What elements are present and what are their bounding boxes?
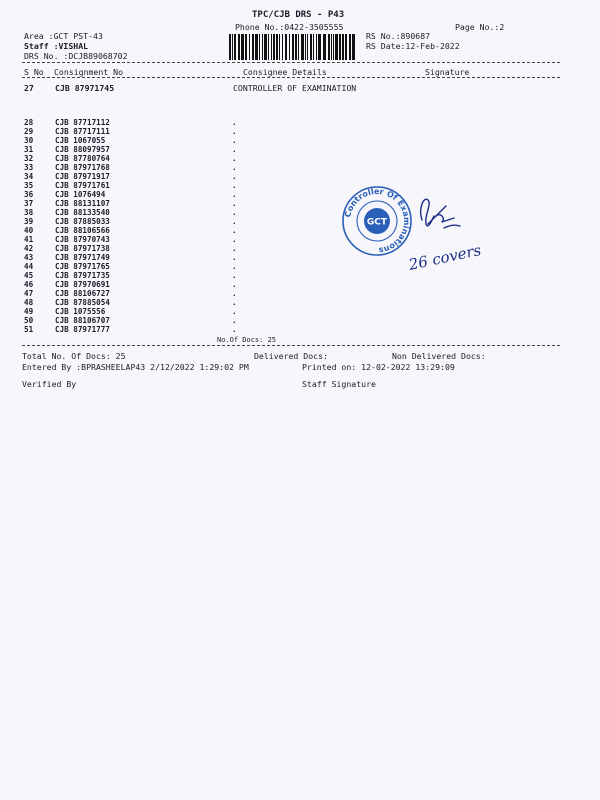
row-dot: . [232,154,237,163]
row-sno: 33 [24,163,34,172]
row-dot: . [232,127,237,136]
first-row-consignee: CONTROLLER OF EXAMINATION [233,83,357,93]
row-dot: . [232,163,237,172]
table-row [24,262,244,271]
row-sno: 30 [24,136,34,145]
row-dot: . [232,289,237,298]
barcode-bar [245,34,247,60]
row-dot: . [232,190,237,199]
barcode-bar [345,34,347,60]
barcode-bar [289,34,290,60]
table-row [24,280,244,289]
table-row [24,289,244,298]
barcode-bar [352,34,355,60]
row-sno: 40 [24,226,34,235]
barcode-bar [271,34,272,60]
row-consignment: CJB 87971749 [55,253,110,262]
total-docs: Total No. Of Docs: 25 [22,351,126,361]
barcode-bar [342,34,344,60]
row-sno: 44 [24,262,34,271]
row-sno: 51 [24,325,34,334]
first-row-sno: 27 [24,83,34,93]
staff-signature: Staff Signature [302,379,376,389]
row-sno: 29 [24,127,34,136]
docs-count: No.Of Docs: 25 [217,336,277,344]
column-header-consignment: Consignment No [54,67,124,77]
barcode-bar [335,34,338,60]
row-sno: 49 [24,307,34,316]
barcode-bar [328,34,330,60]
row-consignment: CJB 87885054 [55,298,110,307]
barcode [229,34,357,60]
row-sno: 37 [24,199,34,208]
row-dot: . [232,136,237,145]
row-dot: . [232,226,237,235]
stamp-ring-text: Controller Of Examinations [343,186,412,256]
column-header-signature: Signature [425,67,470,77]
barcode-bar [318,34,321,60]
row-consignment: CJB 88106727 [55,289,110,298]
barcode-bar [295,34,297,60]
barcode-bar [282,34,283,60]
rs-date: RS Date:12-Feb-2022 [366,41,460,51]
barcode-bar [305,34,306,60]
barcode-bar [307,34,308,60]
table-row [24,235,244,244]
row-sno: 39 [24,217,34,226]
drs-number: DRS No. :DCJB89068702 [24,51,128,61]
row-consignment: CJB 88106566 [55,226,110,235]
row-dot: . [232,208,237,217]
row-consignment: CJB 88131107 [55,199,110,208]
barcode-bar [310,34,312,60]
row-consignment: CJB 87970743 [55,235,110,244]
document-title: TPC/CJB DRS - P43 [252,10,345,20]
table-row [24,244,244,253]
stamp-center-text: GCT [366,217,388,228]
row-consignment: CJB 87971768 [55,163,110,172]
row-consignment: CJB 87971777 [55,325,110,334]
row-consignment: CJB 87971735 [55,271,110,280]
barcode-bar [349,34,351,60]
table-row [24,181,244,190]
barcode-bar [316,34,317,60]
table-row [24,307,244,316]
verified-by: Verified By [22,379,77,389]
barcode-bar [252,34,254,60]
table-row [24,316,244,325]
barcode-bar [285,34,287,60]
table-row [24,190,244,199]
row-consignment: CJB 88106707 [55,316,110,325]
row-consignment: CJB 87885033 [55,217,110,226]
row-consignment: CJB 87717112 [55,118,110,127]
row-sno: 31 [24,145,34,154]
row-dot: . [232,118,237,127]
first-row-consignment: CJB 87971745 [55,83,115,93]
handwritten-signature [402,190,512,280]
table-row [24,172,244,181]
row-dot: . [232,244,237,253]
table-row [24,136,244,145]
row-dot: . [232,181,237,190]
barcode-bar [331,34,332,60]
barcode-bar [264,34,267,60]
row-sno: 35 [24,181,34,190]
barcode-bar [339,34,341,60]
table-row [24,253,244,262]
row-dot: . [232,280,237,289]
row-sno: 28 [24,118,34,127]
row-consignment: CJB 87780764 [55,154,110,163]
barcode-bar [262,34,263,60]
row-consignment: CJB 87971765 [55,262,110,271]
row-sno: 36 [24,190,34,199]
barcode-bar [323,34,326,60]
row-sno: 34 [24,172,34,181]
row-consignment: CJB 87971761 [55,181,110,190]
row-consignment: CJB 87971917 [55,172,110,181]
row-dot: . [232,235,237,244]
table-row [24,118,244,127]
barcode-bar [229,34,231,60]
delivered-docs: Delivered Docs: [254,351,328,361]
barcode-bar [292,34,294,60]
row-dot: . [232,253,237,262]
row-dot: . [232,199,237,208]
area-label: Area :GCT PST-43 [24,31,103,41]
barcode-bar [259,34,260,60]
row-consignment: CJB 87971738 [55,244,110,253]
barcode-bar [276,34,278,60]
barcode-bar [273,34,275,60]
row-consignment: CJB 1067055 [55,136,106,145]
phone-number: Phone No.:0422-3505555 [235,22,344,32]
row-dot: . [232,307,237,316]
page-number: Page No.:2 [455,22,505,32]
handwritten-note: 26 covers [407,241,483,274]
divider-header [22,77,560,78]
table-row [24,154,244,163]
row-sno: 32 [24,154,34,163]
entered-by: Entered By :BPRASHEELAP43 2/12/2022 1:29:02 PM [22,362,249,372]
row-dot: . [232,271,237,280]
row-sno: 47 [24,289,34,298]
table-row [24,298,244,307]
row-dot: . [232,217,237,226]
row-sno: 42 [24,244,34,253]
table-row [24,271,244,280]
row-sno: 43 [24,253,34,262]
table-row [24,145,244,154]
row-sno: 45 [24,271,34,280]
table-row [24,163,244,172]
table-row [24,217,244,226]
barcode-bar [268,34,269,60]
row-dot: . [232,145,237,154]
row-dot: . [232,298,237,307]
row-sno: 46 [24,280,34,289]
row-consignment: CJB 88133540 [55,208,110,217]
divider-bottom [22,345,560,346]
staff-label: Staff :VISHAL [24,41,89,51]
row-sno: 48 [24,298,34,307]
row-dot: . [232,325,237,334]
barcode-bar [249,34,250,60]
column-header-consignee: Consignee Details [243,67,327,77]
barcode-bar [298,34,299,60]
divider-top [22,62,560,63]
row-dot: . [232,172,237,181]
table-row [24,199,244,208]
barcode-bar [234,34,236,60]
barcode-bar [255,34,258,60]
barcode-bar [279,34,280,60]
consignment-list [24,118,244,334]
printed-on: Printed on: 12-02-2022 13:29:09 [302,362,455,372]
row-consignment: CJB 1075556 [55,307,106,316]
barcode-bar [301,34,304,60]
table-row [24,127,244,136]
table-row [24,226,244,235]
row-dot: . [232,262,237,271]
barcode-bar [313,34,314,60]
row-sno: 41 [24,235,34,244]
row-consignment: CJB 1076494 [55,190,106,199]
barcode-bar [232,34,233,60]
row-sno: 50 [24,316,34,325]
row-consignment: CJB 87717111 [55,127,110,136]
row-dot: . [232,316,237,325]
table-row [24,325,244,334]
row-consignment: CJB 87970691 [55,280,110,289]
table-row [24,208,244,217]
non-delivered-docs: Non Delivered Docs: [392,351,486,361]
barcode-bar [238,34,240,60]
row-consignment: CJB 88097957 [55,145,110,154]
barcode-bar [333,34,334,60]
rs-number: RS No.:890687 [366,31,431,41]
column-header-sno: S No [24,67,44,77]
barcode-bar [241,34,244,60]
row-sno: 38 [24,208,34,217]
